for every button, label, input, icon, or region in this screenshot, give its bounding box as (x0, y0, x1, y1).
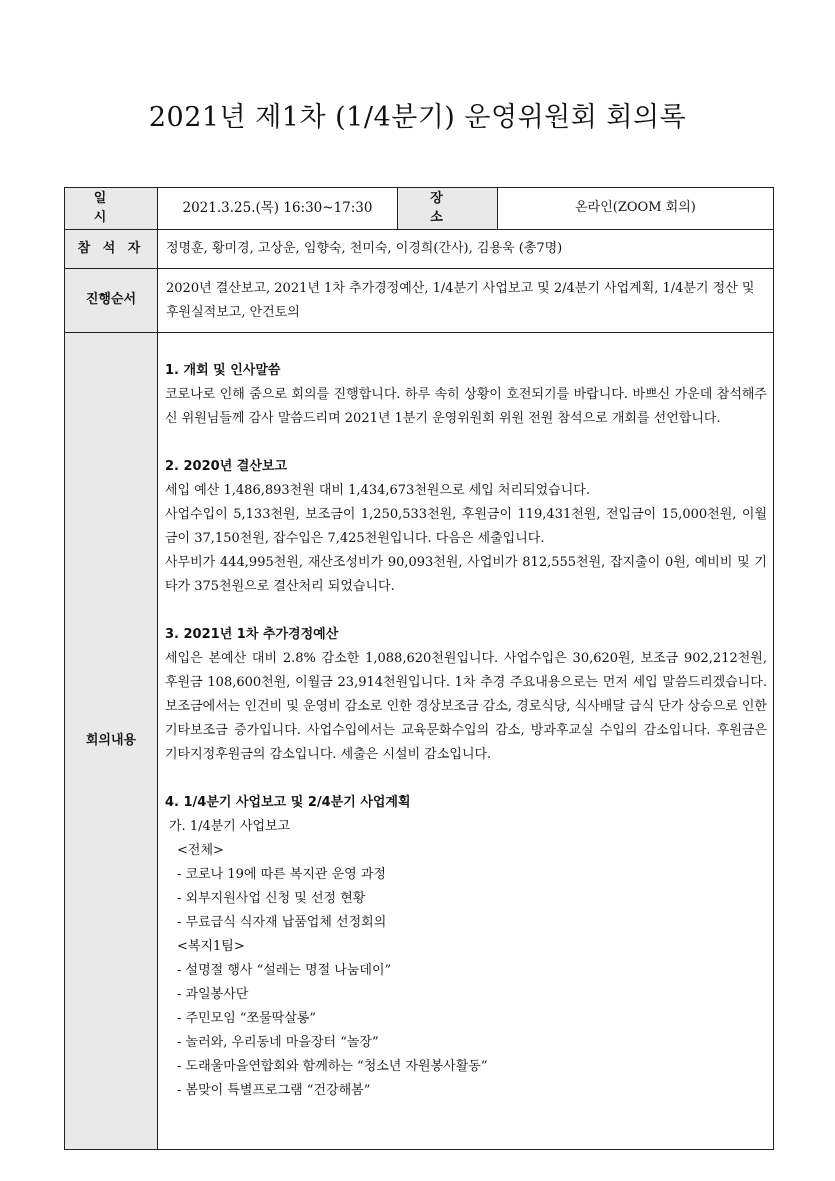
row-attendees (65, 230, 774, 269)
section-line: 사업수입이 5,133천원, 보조금이 1,250,533천원, 후원금이 119,431천원, 전입금이 15,000천원, 이월금이 37,150천원, 잡수입은 7,425천원입니다. 다음은 세출입니다. (165, 507, 767, 546)
attendees-value: 정명훈, 황미경, 고상운, 임향숙, 천미숙, 이경희(간사), 김용욱 (총7명) (158, 230, 774, 269)
list-item: - 설명절 행사 “설레는 명절 나눔데이” (177, 963, 392, 978)
list-item: - 외부지원사업 신청 및 선정 현황 (177, 891, 366, 906)
section-title: 1. 개회 및 인사말씀 (165, 363, 281, 378)
place-value: 온라인(ZOOM 회의) (498, 188, 774, 230)
agenda-label: 진행순서 (65, 269, 158, 333)
datetime-value: 2021.3.25.(목) 16:30~17:30 (158, 188, 398, 230)
minutes-table (64, 187, 774, 1150)
content-cell (158, 333, 774, 1150)
meeting-content (158, 333, 773, 1149)
list-item: - 과일봉사단 (177, 987, 249, 1002)
document-title: 2021년 제1차 (1/4분기) 운영위원회 회의록 (148, 102, 687, 133)
content-label: 회의내용 (65, 333, 158, 1150)
section-business-report (165, 791, 767, 1103)
section-line: 세입 예산 1,486,893천원 대비 1,434,673천원으로 세입 처리되었습니다. (165, 483, 590, 498)
list-item: - 코로나 19에 따른 복지관 운영 과정 (177, 867, 386, 882)
group-label: <복지1팀> (177, 939, 245, 954)
section-body: 세입은 본예산 대비 2.8% 감소한 1,088,620천원입니다. 사업수입은 30,620원, 보조금 902,212천원, 후원금 108,600천원, 이월금 23,914천원입니다. 1차 추경 주요내용으로는 먼저 세입 말씀드리겠습니다. 보조금에서는 인건비 및 운영비 감소로 인한 경상보조금 감소, 경로식당, 식사배달 급식 단가 상승으로 인한 기타보조금 증가입니다. 사업수입에서는 교육문화수입의 감소, 방과후교실 수입의 감소입니다. 후원금은 기타지정후원금의 감소입니다. 세출은 시설비 감소입니다. (165, 651, 767, 762)
list-item: - 주민모임 “쪼물딱살롱” (177, 1011, 316, 1026)
section-supplementary-budget (165, 623, 767, 767)
row-datetime (65, 188, 774, 230)
row-content (65, 333, 774, 1150)
place-label: 장 소 (398, 188, 498, 230)
subsection-title: 가. 1/4분기 사업보고 (169, 819, 291, 834)
section-title: 2. 2020년 결산보고 (165, 459, 288, 474)
list-item: - 놀러와, 우리동네 마을장터 “놀장” (177, 1035, 379, 1050)
section-opening (165, 359, 767, 431)
datetime-label: 일 시 (65, 188, 158, 230)
group-label: <전체> (177, 843, 224, 858)
list-item: - 봄맞이 특별프로그램 “건강해봄” (177, 1083, 371, 1098)
row-agenda (65, 269, 774, 333)
attendees-label: 참 석 자 (65, 230, 158, 269)
section-body: 코로나로 인해 줌으로 회의를 진행합니다. 하루 속히 상황이 호전되기를 바랍니다. 바쁘신 가운데 참석해주신 위원님들께 감사 말씀드리며 2021년 1분기 운영위원회 위원 전원 참석으로 개회를 선언합니다. (165, 387, 767, 426)
agenda-value: 2020년 결산보고, 2021년 1차 추가경정예산, 1/4분기 사업보고 및 2/4분기 사업계획, 1/4분기 정산 및 후원실적보고, 안건토의 (158, 269, 774, 333)
list-item: - 도래울마을연합회와 함께하는 “청소년 자원봉사활동” (177, 1059, 488, 1074)
list-item: - 무료급식 식자재 납품업체 선정회의 (177, 915, 387, 930)
section-title: 4. 1/4분기 사업보고 및 2/4분기 사업계획 (165, 795, 411, 810)
section-line: 사무비가 444,995천원, 재산조성비가 90,093천원, 사업비가 812,555천원, 잡지출이 0원, 예비비 및 기타가 375천원으로 결산처리 되었습니다. (165, 555, 767, 594)
section-title: 3. 2021년 1차 추가경정예산 (165, 627, 339, 642)
section-settlement (165, 455, 767, 599)
